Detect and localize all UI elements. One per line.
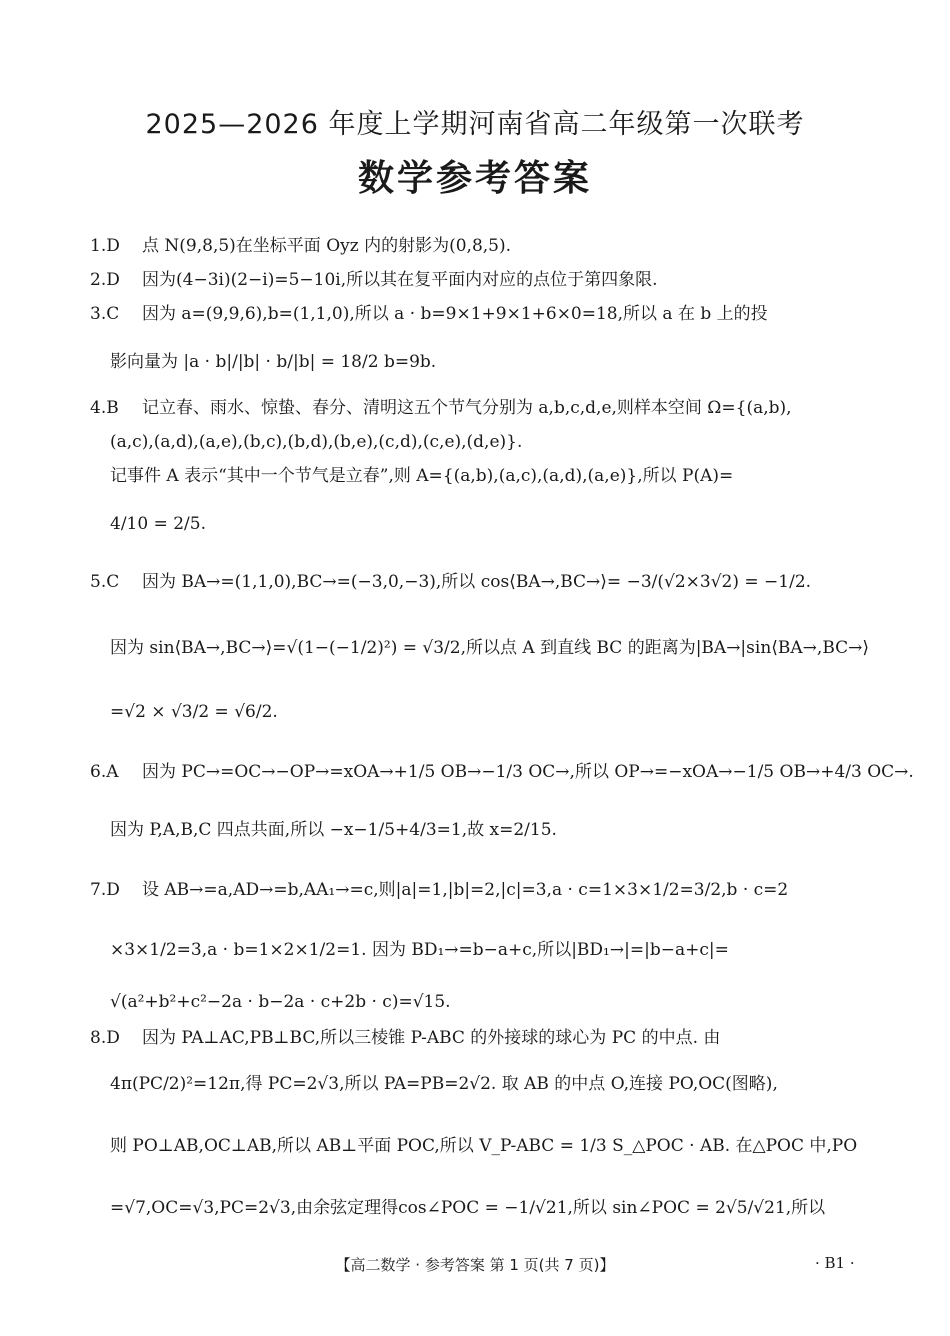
- answer-text: 因为 P,A,B,C 四点共面,所以 −x−1/5+4/3=1,故 x=2/15.: [110, 820, 557, 840]
- page-footer: 【高二数学 · 参考答案 第 1 页(共 7 页)】: [335, 1256, 615, 1274]
- answer-text: (a,c),(a,d),(a,e),(b,c),(b,d),(b,e),(c,d),(c,e),(d,e)}.: [110, 432, 523, 452]
- answer-text: 因为 sin⟨BA→,BC→⟩=√(1−(−1/2)²) = √3/2,所以点 A 到直线 BC 的距离为|BA→|sin⟨BA→,BC→⟩: [110, 638, 870, 658]
- answer-text: 设 AB→=a,AD→=b,AA₁→=c,则|a|=1,|b|=2,|c|=3,a · c=1×3×1/2=3/2,b · c=2: [142, 880, 789, 900]
- answer-text: =√7,OC=√3,PC=2√3,由余弦定理得cos∠POC = −1/√21,所以 sin∠POC = 2√5/√21,所以: [110, 1198, 826, 1218]
- answer-text: 因为 PA⊥AC,PB⊥BC,所以三棱锥 P-ABC 的外接球的球心为 PC 的中点. 由: [142, 1028, 721, 1048]
- answer-text: 因为(4−3i)(2−i)=5−10i,所以其在复平面内对应的点位于第四象限.: [142, 270, 658, 290]
- answer-text: 影向量为 |a · b|/|b| · b/|b| = 18/2 b=9b.: [110, 352, 437, 372]
- answer-text: 记事件 A 表示“其中一个节气是立春”,则 A={(a,b),(a,c),(a,d),(a,e)},所以 P(A)=: [110, 466, 734, 486]
- answer-text: 则 PO⊥AB,OC⊥AB,所以 AB⊥平面 POC,所以 V_P-ABC = 1/3 S_△POC · AB. 在△POC 中,PO: [110, 1136, 858, 1156]
- answer-number: 8.D: [90, 1028, 120, 1048]
- answer-text: 点 N(9,8,5)在坐标平面 Oyz 内的射影为(0,8,5).: [142, 236, 512, 256]
- page-subtitle: 数学参考答案: [357, 158, 592, 199]
- answer-text: 4/10 = 2/5.: [110, 514, 206, 534]
- answer-number: 3.C: [90, 304, 120, 324]
- answer-text: 因为 BA→=(1,1,0),BC→=(−3,0,−3),所以 cos⟨BA→,BC→⟩= −3/(√2×3√2) = −1/2.: [142, 572, 812, 592]
- answer-text: =√2 × √3/2 = √6/2.: [110, 702, 278, 722]
- answer-number: 6.A: [90, 762, 119, 782]
- answer-number: 5.C: [90, 572, 120, 592]
- answer-text: ×3×1/2=3,a · b=1×2×1/2=1. 因为 BD₁→=b−a+c,所以|BD₁→|=|b−a+c|=: [110, 940, 729, 960]
- answer-number: 1.D: [90, 236, 120, 256]
- answer-text: 因为 PC→=OC→−OP→=xOA→+1/5 OB→−1/3 OC→,所以 OP→=−xOA→−1/5 OB→+4/3 OC→.: [142, 762, 914, 782]
- answer-text: 记立春、雨水、惊蛰、春分、清明这五个节气分别为 a,b,c,d,e,则样本空间 Ω={(a,b),: [142, 398, 792, 418]
- answer-number: 7.D: [90, 880, 120, 900]
- page-code: · B1 ·: [815, 1254, 855, 1272]
- answer-number: 4.B: [90, 398, 119, 418]
- answer-text: 因为 a=(9,9,6),b=(1,1,0),所以 a · b=9×1+9×1+6×0=18,所以 a 在 b 上的投: [142, 304, 768, 324]
- answer-text: 4π(PC/2)²=12π,得 PC=2√3,所以 PA=PB=2√2. 取 AB 的中点 O,连接 PO,OC(图略),: [110, 1074, 778, 1094]
- answer-text: √(a²+b²+c²−2a · b−2a · c+2b · c)=√15.: [110, 992, 451, 1012]
- answer-number: 2.D: [90, 270, 120, 290]
- page-title: 2025—2026 年度上学期河南省高二年级第一次联考: [145, 109, 805, 140]
